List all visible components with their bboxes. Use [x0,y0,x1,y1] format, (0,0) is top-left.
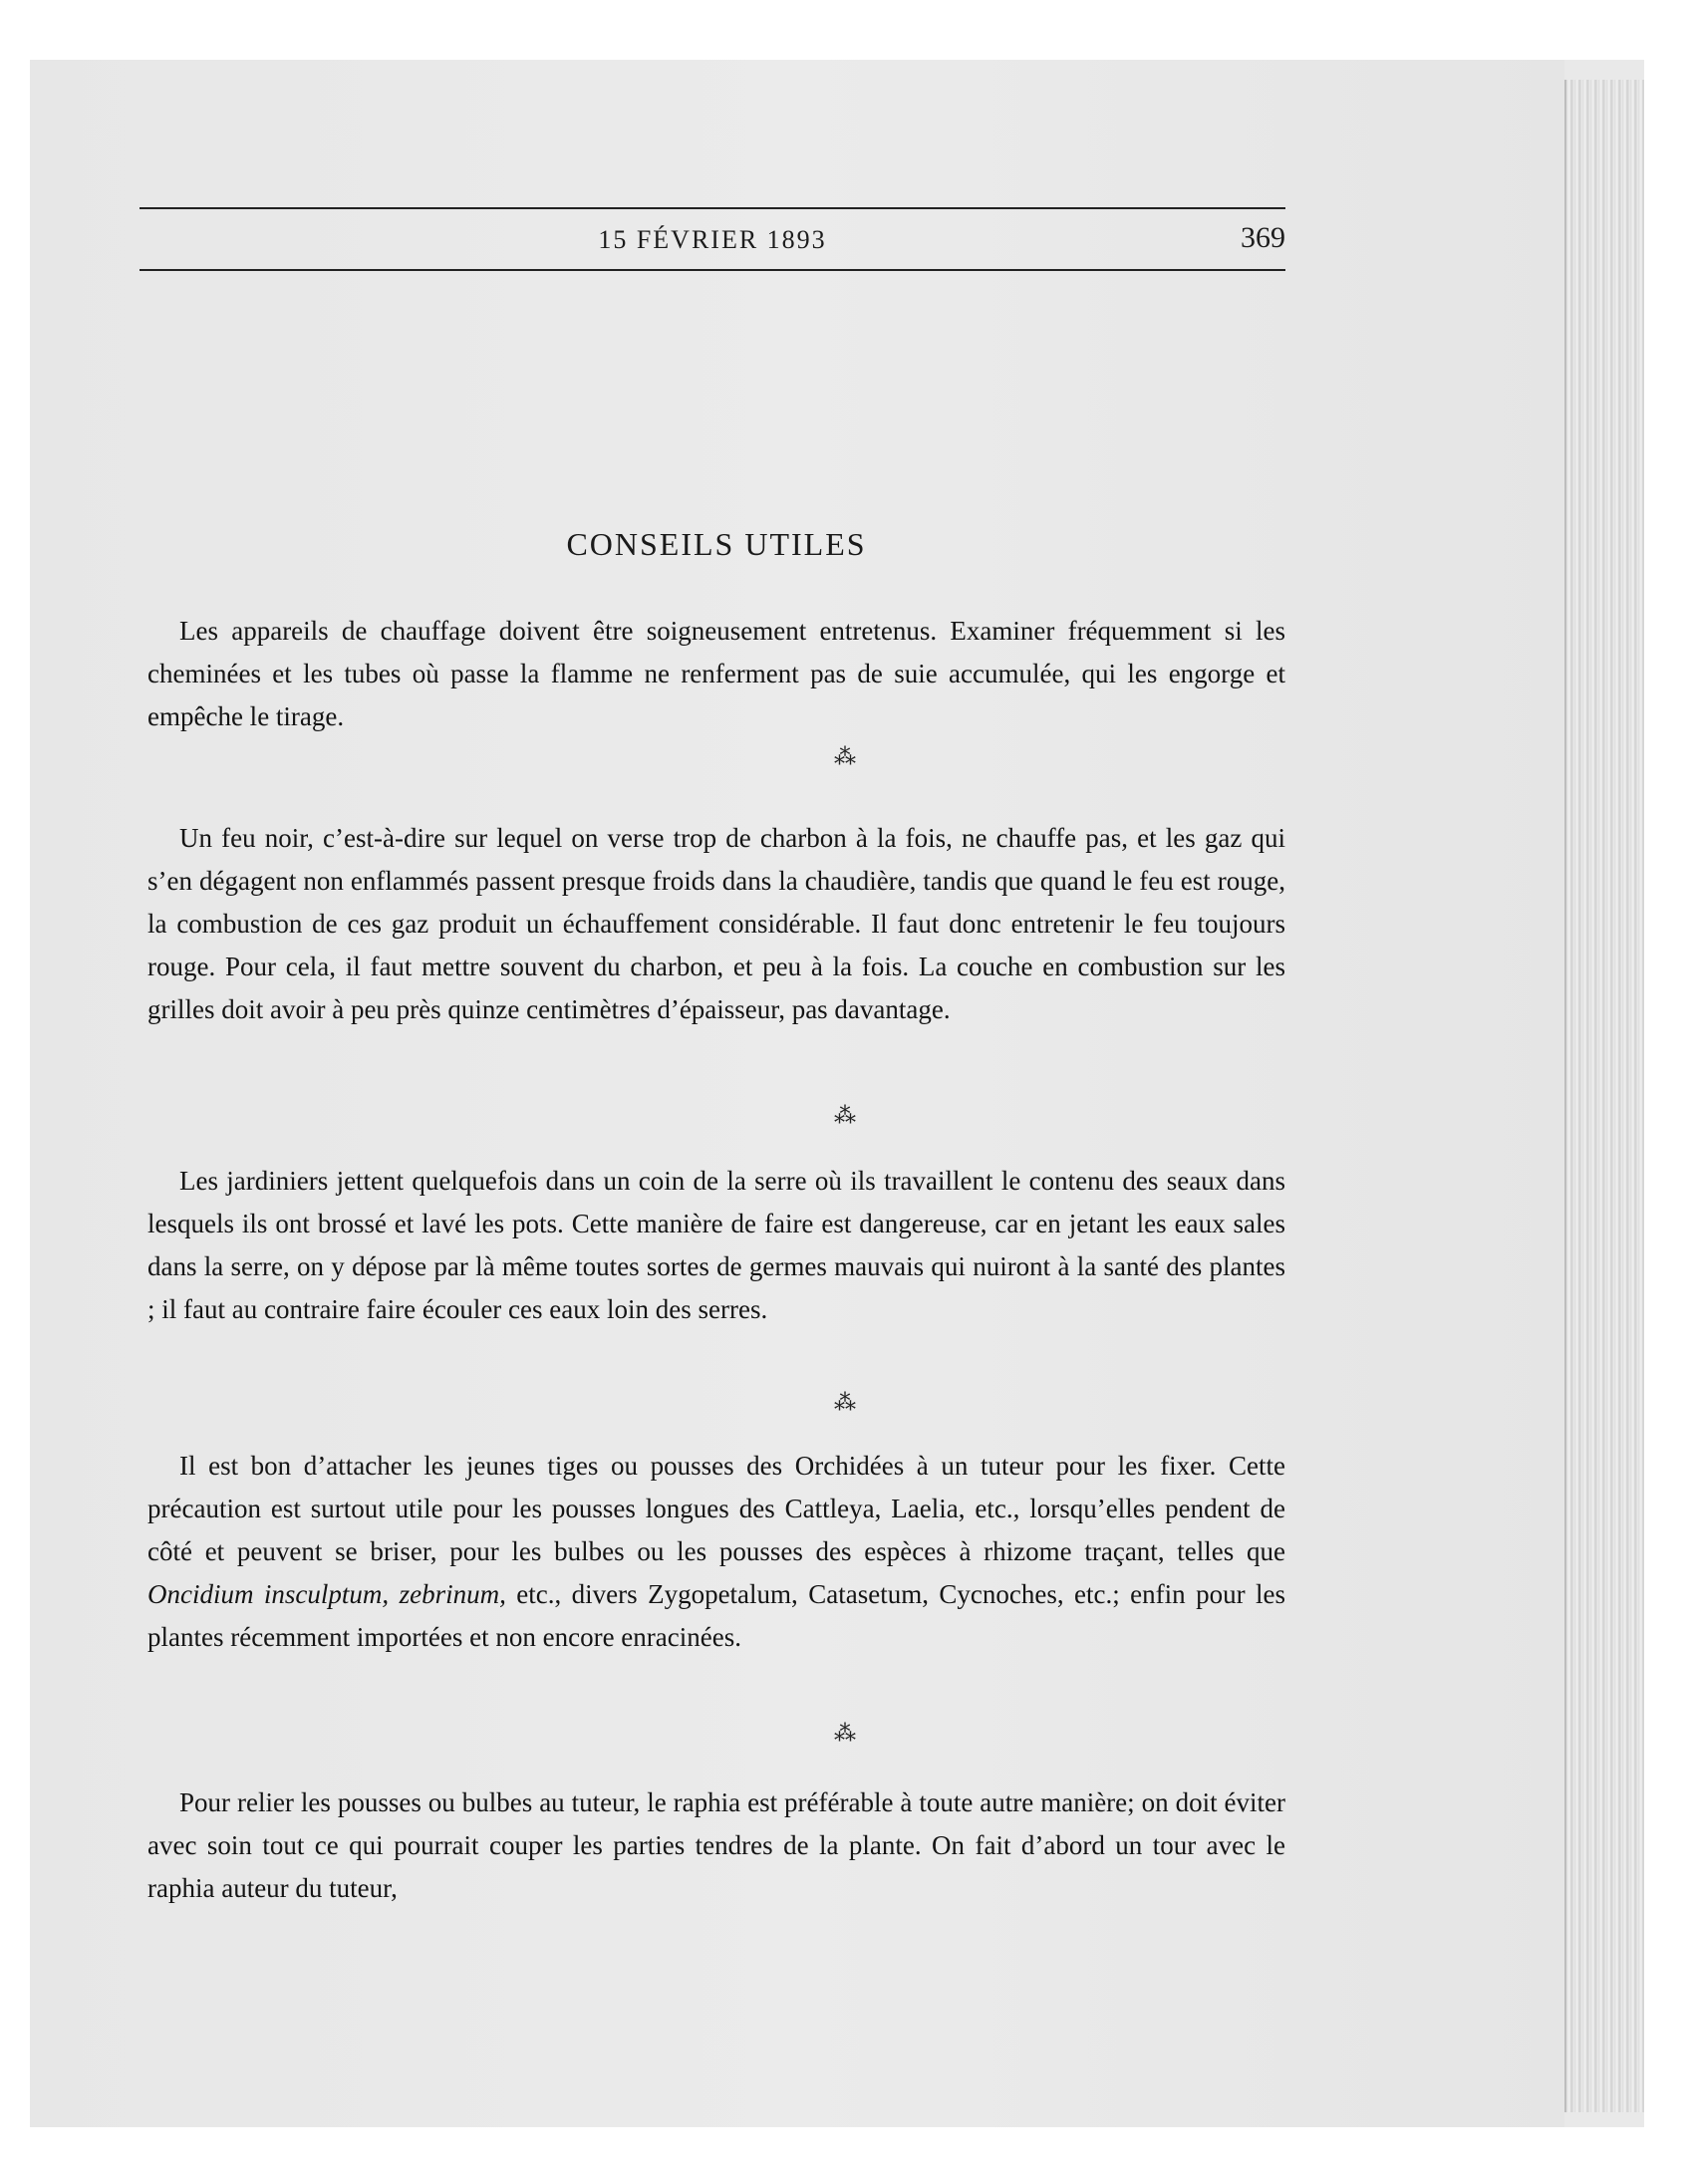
paragraph-3: Les jardiniers jettent quelquefois dans un coin de la serre où ils travaillent le contenu des seaux dans lesquels ils ont brossé et lavé les pots. Cette manière de faire est dangereuse, car en jetant les eaux sales dans la serre, on y dépose par là même toutes sortes de germes mauvais qui nuiront à la santé des plantes ; il faut au contraire faire écouler ces eaux loin des serres. [147,1166,1285,1324]
paragraph-4-species: Oncidium insculptum, zebrinum, [147,1579,506,1609]
header-date: 15 FÉVRIER 1893 [598,225,827,254]
separator-glyph: ⁂ [834,1104,856,1129]
separator-1 [0,745,1690,770]
running-header [140,207,1285,271]
separator-glyph: ⁂ [834,1722,856,1747]
paragraph-4-text-b: etc., divers Zygopetalum, Catasetum, Cycnoches, etc.; enfin pour les plantes récemment importées et non encore enracinées. [147,1579,1285,1652]
paragraph-5: Pour relier les pousses ou bulbes au tuteur, le raphia est préférable à toute autre manière; on doit éviter avec soin tout ce qui pourrait couper les parties tendres de la plante. On fait d’abord un tour avec le raphia auteur du tuteur, [147,1787,1285,1903]
separator-glyph: ⁂ [834,745,856,770]
paragraph-4 [147,1445,1285,1659]
page-stack-edges [1564,80,1644,2112]
page-number: 369 [1241,221,1285,254]
article-title: CONSEILS UTILES [566,526,867,562]
separator-4 [0,1722,1690,1747]
separator-2 [0,1104,1690,1129]
separator-3 [0,1391,1690,1416]
separator-glyph: ⁂ [834,1391,856,1416]
paragraph-2: Un feu noir, c’est-à-dire sur lequel on verse trop de charbon à la fois, ne chauffe pas, et les gaz qui s’en dégagent non enflammés passent presque froids dans la chaudière, tandis que quand le feu est rouge, la combustion de ces gaz produit un échauffement considérable. Il faut donc entretenir le feu toujours rouge. Pour cela, il faut mettre souvent du charbon, et peu à la fois. La couche en combustion sur les grilles doit avoir à peu près quinze centimètres d’épaisseur, pas davantage. [147,823,1285,1024]
paragraph-1: Les appareils de chauffage doivent être soigneusement entretenus. Examiner fréquemment si les cheminées et les tubes où passe la flamme ne renferment pas de suie accumulée, qui les engorge et empêche le tirage. [147,616,1285,731]
paragraph-4-text-a: Il est bon d’attacher les jeunes tiges ou pousses des Orchidées à un tuteur pour les fixer. Cette précaution est surtout utile pour les pousses longues des Cattleya, Laelia, etc., lorsqu’elles pendent de côté et peuvent se briser, pour les bulbes ou les pousses des espèces à rhizome traçant, telles que [147,1451,1285,1566]
